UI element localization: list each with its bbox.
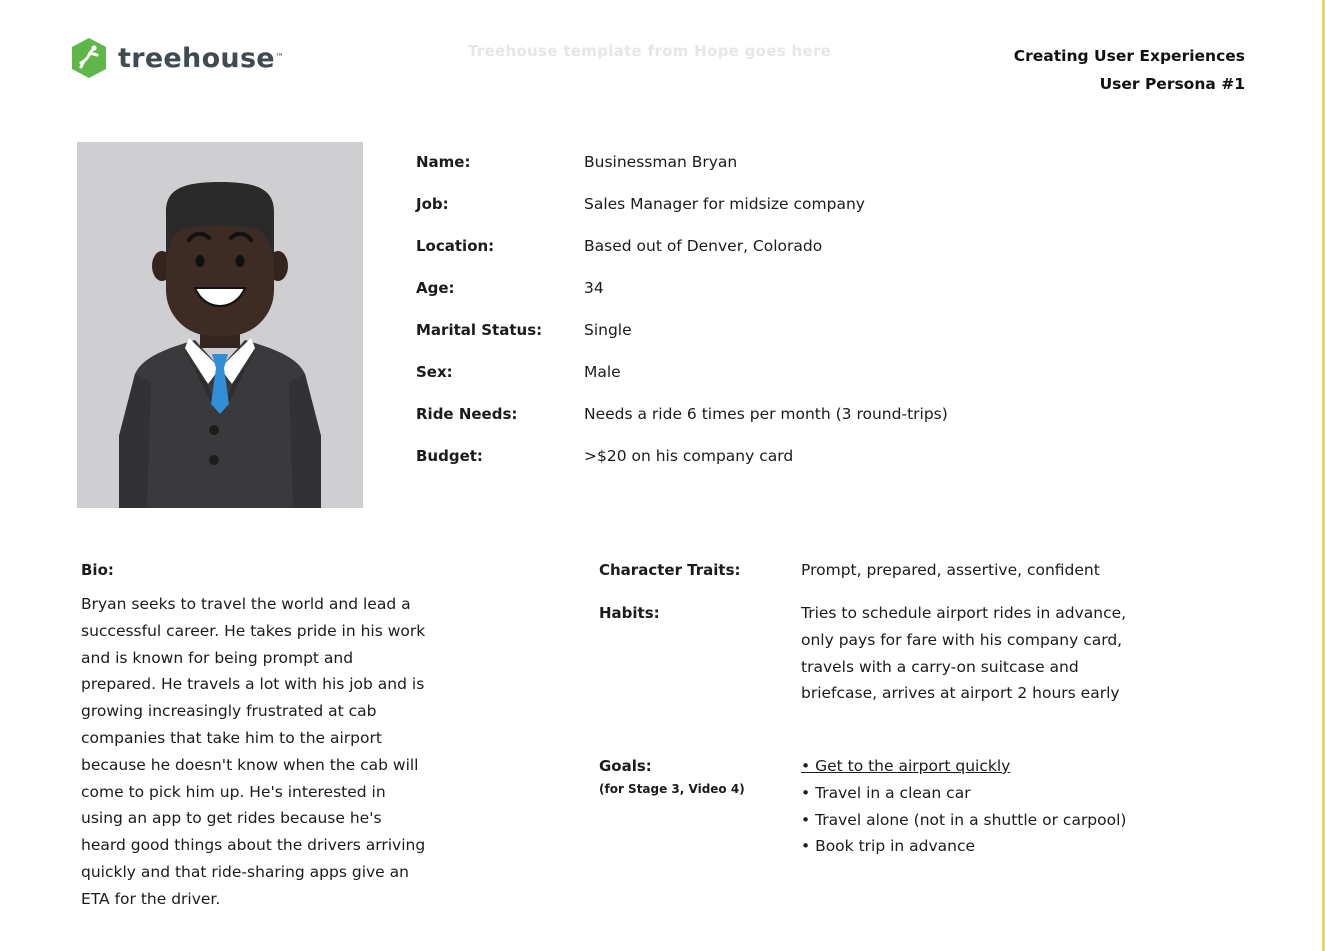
profile-value: Needs a ride 6 times per month (3 round-trips) — [584, 405, 948, 423]
traits-label: Character Traits: — [599, 561, 741, 579]
bio-heading: Bio: — [81, 561, 114, 579]
habits-line: briefcase, arrives at airport 2 hours early — [801, 684, 1120, 703]
businessman-illustration — [77, 142, 363, 508]
bio-line: and is known for being prompt and — [81, 648, 354, 667]
habits-label: Habits: — [599, 604, 660, 622]
habits-value — [801, 600, 1221, 707]
profile-label: Budget: — [416, 447, 483, 465]
logo-wordmark: treehouse — [118, 42, 275, 74]
profile-label: Ride Needs: — [416, 405, 518, 423]
header-titles — [1014, 42, 1245, 98]
habits-line: Tries to schedule airport rides in advance, — [801, 604, 1127, 622]
trademark-mark: ™ — [274, 53, 284, 63]
bio-line: ETA for the driver. — [81, 889, 221, 908]
goals-sublabel: (for Stage 3, Video 4) — [599, 782, 745, 796]
habits-line: only pays for fare with his company card, — [801, 630, 1123, 649]
goals-list — [801, 753, 1126, 860]
profile-value: Sales Manager for midsize company — [584, 195, 865, 213]
goal-item: • Travel alone (not in a shuttle or carpool) — [801, 810, 1127, 829]
profile-value: Businessman Bryan — [584, 153, 738, 171]
profile-value: >$20 on his company card — [584, 447, 794, 465]
profile-value: Based out of Denver, Colorado — [584, 237, 823, 255]
treehouse-logo — [68, 36, 284, 80]
profile-value: Male — [584, 363, 621, 381]
goal-item: • Book trip in advance — [801, 837, 976, 856]
goal-item: • Travel in a clean car — [801, 783, 971, 802]
bio-line: come to pick him up. He's interested in — [81, 782, 386, 801]
profile-value: 34 — [584, 279, 604, 297]
traits-value: Prompt, prepared, assertive, confident — [801, 561, 1100, 579]
profile-value: Single — [584, 321, 632, 339]
bio-line: because he doesn't know when the cab will — [81, 755, 419, 774]
bio-line: heard good things about the drivers arriving — [81, 836, 426, 855]
bio-line: quickly and that ride-sharing apps give an — [81, 862, 409, 881]
bio-line: growing increasingly frustrated at cab — [81, 702, 377, 721]
bio-line: successful career. He takes pride in his work — [81, 621, 426, 640]
profile-label: Sex: — [416, 363, 453, 381]
profile-label: Age: — [416, 279, 455, 297]
template-note: Treehouse template from Hope goes here — [468, 42, 832, 60]
profile-label: Marital Status: — [416, 321, 543, 339]
goals-label: Goals: — [599, 757, 652, 775]
bio-line: Bryan seeks to travel the world and lead a — [81, 595, 411, 613]
bio-line: using an app to get rides because he's — [81, 809, 382, 828]
bio-line: prepared. He travels a lot with his job and is — [81, 675, 425, 694]
profile-label: Job: — [416, 195, 449, 213]
goal-item: • Get to the airport quickly — [801, 757, 1011, 775]
bio-line: companies that take him to the airport — [81, 728, 382, 747]
persona-avatar — [77, 142, 363, 508]
profile-label: Location: — [416, 237, 495, 255]
treehouse-leaf-icon — [68, 36, 110, 80]
persona-label: User Persona #1 — [1099, 75, 1245, 93]
course-title: Creating User Experiences — [1013, 47, 1245, 65]
profile-label: Name: — [416, 153, 471, 171]
habits-line: travels with a carry-on suitcase and — [801, 657, 1079, 676]
bio-paragraph — [81, 591, 481, 913]
